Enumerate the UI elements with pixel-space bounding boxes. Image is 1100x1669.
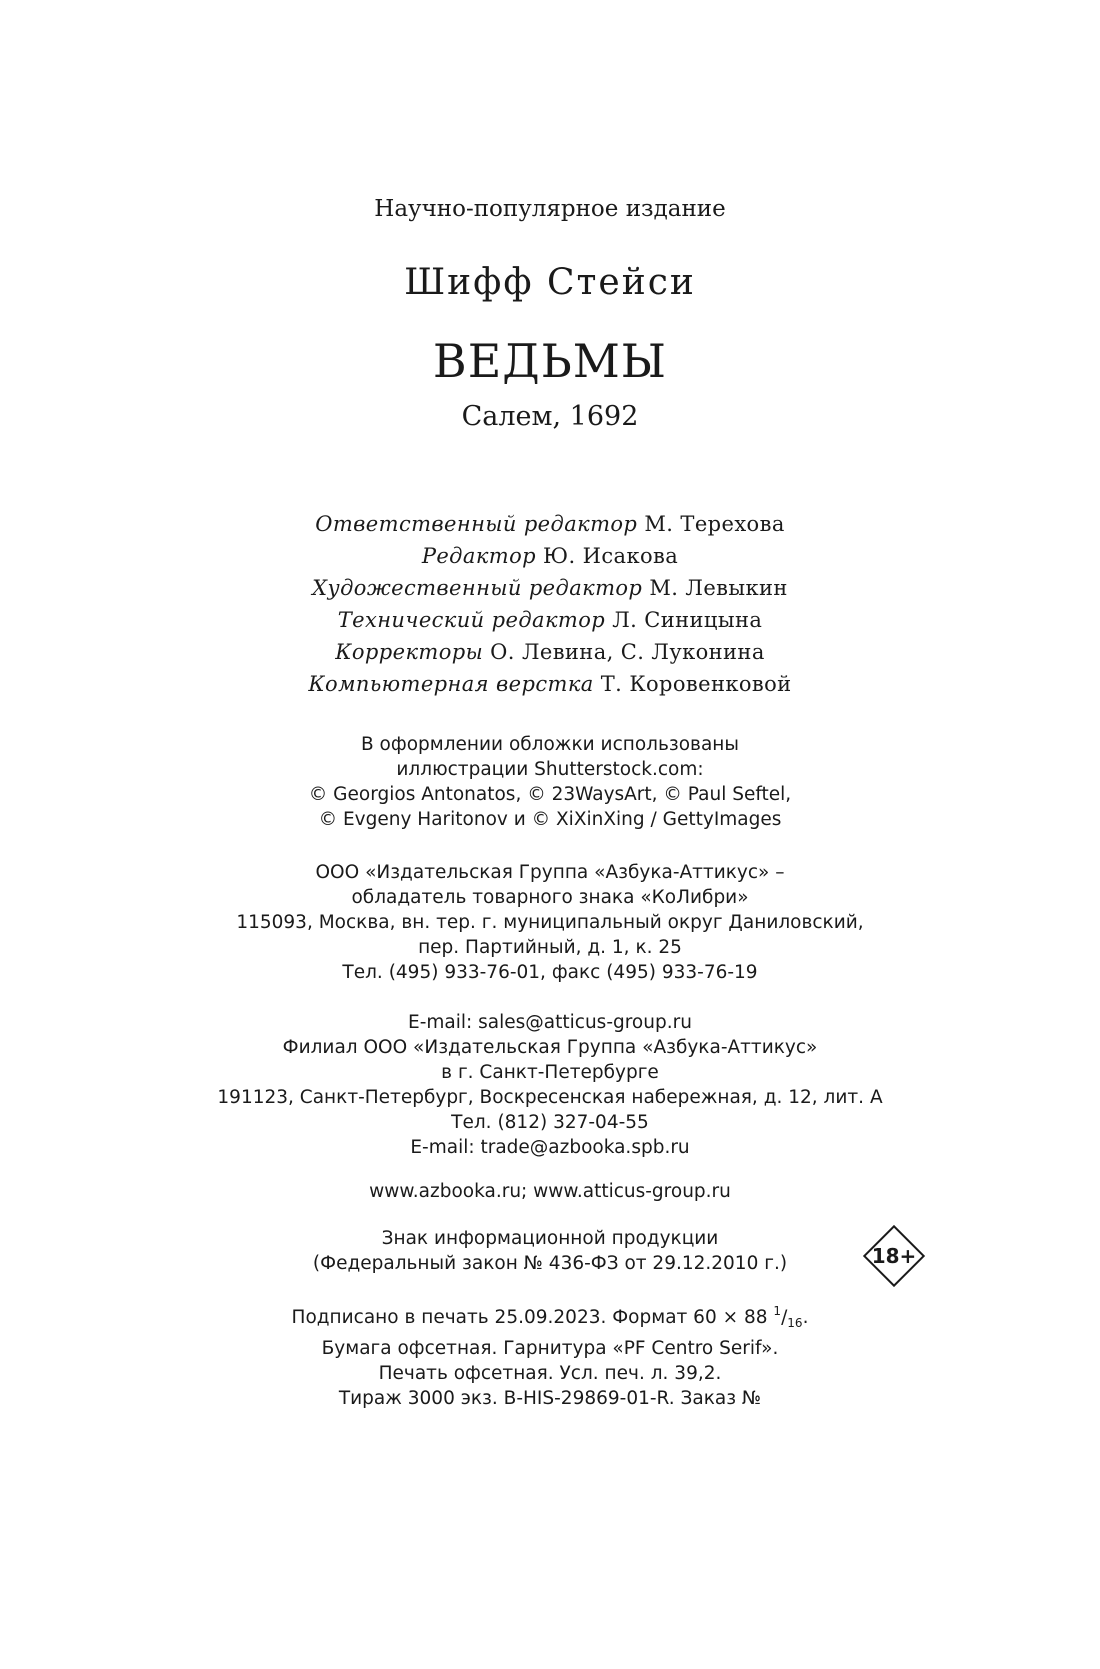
info-sign-line: (Федеральный закон № 436-ФЗ от 29.12.2010 г.) bbox=[312, 1253, 788, 1274]
credit-line bbox=[0, 636, 1100, 668]
cover-credit-line: © Georgios Antonatos, © 23WaysArt, © Paul Seftel, bbox=[308, 784, 792, 805]
credit-role: Компьютерная верстка bbox=[308, 672, 594, 696]
publisher-line: 115093, Москва, вн. тер. г. муниципальный округ Даниловский, bbox=[236, 912, 864, 933]
branch-line: Тел. (812) 327-04-55 bbox=[451, 1112, 649, 1133]
credit-line bbox=[0, 668, 1100, 700]
credit-line bbox=[0, 508, 1100, 540]
credit-role: Технический редактор bbox=[337, 608, 606, 632]
credit-person: Л. Синицына bbox=[612, 608, 763, 632]
print-line: Печать офсетная. Усл. печ. л. 39,2. bbox=[378, 1363, 722, 1384]
print-info bbox=[0, 1299, 1100, 1411]
print-line: Бумага офсетная. Гарнитура «PF Centro Serif». bbox=[321, 1338, 779, 1359]
print-line: Тираж 3000 экз. B-HIS-29869-01-R. Заказ № bbox=[338, 1388, 762, 1409]
branch-line: E-mail: trade@azbooka.spb.ru bbox=[410, 1137, 690, 1158]
author-name: Шифф Стейси bbox=[404, 262, 696, 303]
cover-credits bbox=[0, 732, 1100, 832]
info-sign-line: Знак информационной продукции bbox=[381, 1228, 719, 1249]
credits-list bbox=[0, 508, 1100, 700]
age-rating-text: 18+ bbox=[871, 1244, 917, 1268]
series-label: Научно-популярное издание bbox=[374, 196, 726, 222]
branch-line: E-mail: sales@atticus-group.ru bbox=[408, 1012, 692, 1033]
branch-info bbox=[0, 1010, 1100, 1160]
cover-credit-line: В оформлении обложки использованы bbox=[360, 734, 739, 755]
age-rating-badge bbox=[862, 1224, 926, 1288]
format-fraction-slash: / bbox=[781, 1307, 788, 1328]
credit-person: Ю. Исакова bbox=[543, 544, 679, 568]
credit-line bbox=[0, 540, 1100, 572]
credit-role: Редактор bbox=[421, 544, 536, 568]
book-title: ВЕДЬМЫ bbox=[432, 334, 668, 388]
websites: www.azbooka.ru; www.atticus-group.ru bbox=[369, 1181, 731, 1202]
publisher-line: пер. Партийный, д. 1, к. 25 bbox=[418, 937, 682, 958]
publisher-line: обладатель товарного знака «КоЛибри» bbox=[351, 887, 749, 908]
credit-line bbox=[0, 604, 1100, 636]
branch-line: в г. Санкт-Петербурге bbox=[441, 1062, 659, 1083]
print-format-suffix: . bbox=[802, 1307, 809, 1328]
publisher-line: Тел. (495) 933-76-01, факс (495) 933-76-19 bbox=[342, 962, 758, 983]
cover-credit-line: иллюстрации Shutterstock.com: bbox=[396, 759, 704, 780]
credit-person: М. Левыкин bbox=[649, 576, 788, 600]
branch-line: Филиал ООО «Издательская Группа «Азбука-Аттикус» bbox=[282, 1037, 818, 1058]
print-format-text: Подписано в печать 25.09.2023. Формат 60 × 88 bbox=[291, 1307, 774, 1328]
publisher-info bbox=[0, 860, 1100, 985]
publisher-line: ООО «Издательская Группа «Азбука-Аттикус» – bbox=[315, 862, 785, 883]
format-fraction-numerator: 1 bbox=[773, 1304, 782, 1318]
credit-person: О. Левина, С. Луконина bbox=[490, 640, 765, 664]
branch-line: 191123, Санкт-Петербург, Воскресенская набережная, д. 12, лит. А bbox=[217, 1087, 883, 1108]
format-fraction-denominator: 16 bbox=[787, 1316, 803, 1330]
credit-person: М. Терехова bbox=[644, 512, 785, 536]
book-subtitle: Салем, 1692 bbox=[461, 401, 639, 432]
credit-role: Ответственный редактор bbox=[315, 512, 638, 536]
credit-person: Т. Коровенковой bbox=[600, 672, 792, 696]
credit-line bbox=[0, 572, 1100, 604]
print-line bbox=[0, 1299, 1100, 1336]
credit-role: Корректоры bbox=[335, 640, 484, 664]
cover-credit-line: © Evgeny Haritonov и © XiXinXing / GettyImages bbox=[318, 809, 782, 830]
credit-role: Художественный редактор bbox=[312, 576, 643, 600]
info-sign bbox=[0, 1226, 1100, 1276]
